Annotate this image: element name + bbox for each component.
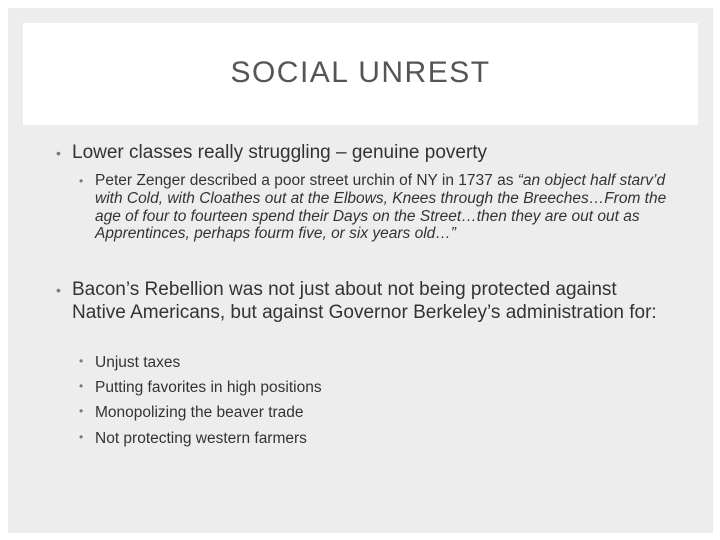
bullet-marker: • (56, 282, 61, 298)
bullet-text: Bacon’s Rebellion was not just about not being protected against Native Americans, but against Governor Berkeley’s administration for: (72, 279, 657, 323)
sub-bullet-text (95, 172, 675, 243)
sub-bullet-marker: • (79, 379, 84, 393)
bullet-text: Lower classes really struggling – genuine poverty (72, 142, 488, 163)
sub-bullet-text: Monopolizing the beaver trade (95, 404, 304, 421)
slide-title: SOCIAL UNREST (230, 56, 491, 89)
sub-bullet-marker: • (79, 174, 84, 188)
sub-bullet-text-prefix: Peter Zenger described a poor street urchin of NY in 1737 as (95, 172, 518, 189)
sub-bullet-text: Unjust taxes (95, 354, 181, 371)
sub-bullet-marker: • (79, 404, 84, 418)
sub-bullet-text: Not protecting western farmers (95, 430, 307, 447)
sub-bullet-quote: “an object half starv’d with Cold, with Cloathes out at the Elbows, Knees through the Breeches…From the age of four to fourteen spend their Days on the Street…then they are out out as Apprentinces, perhaps fourm five, or six years old…” (95, 172, 667, 243)
bullet-marker: • (56, 145, 61, 161)
sub-bullet-marker: • (79, 354, 84, 368)
sub-bullet-text: Putting favorites in high positions (95, 379, 322, 396)
sub-bullet-marker: • (79, 430, 84, 444)
